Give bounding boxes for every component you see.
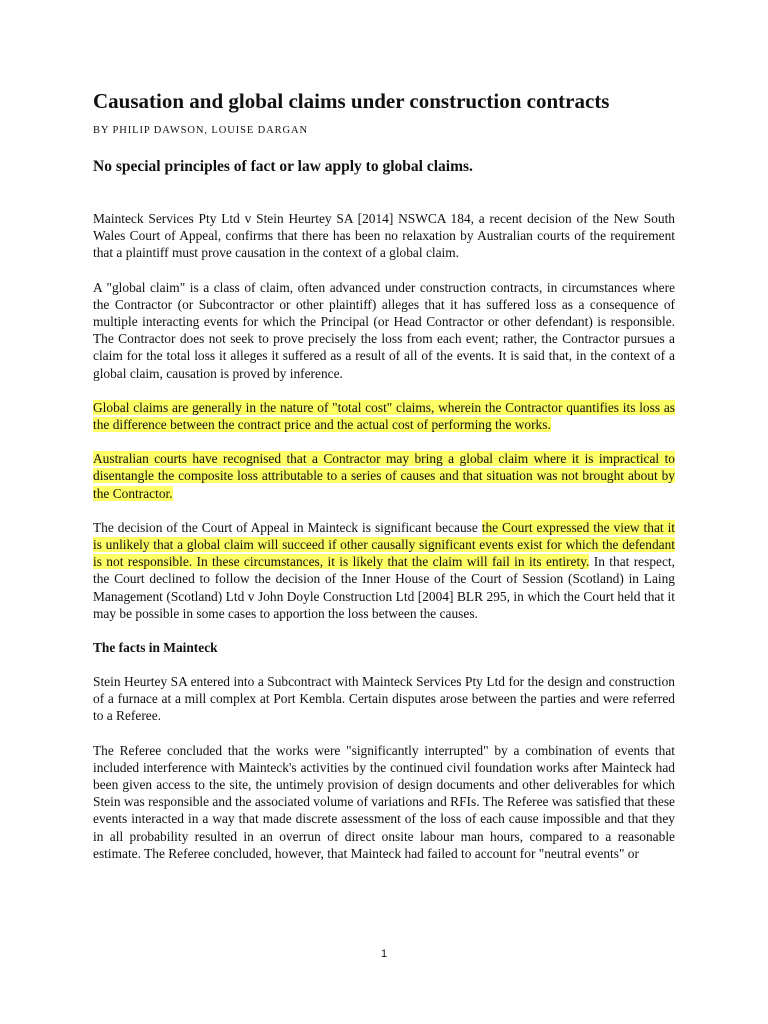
highlighted-text: Global claims are generally in the nature of "total cost" claims, wherein the Contractor quantifies its loss as the difference between the contract price and the actual cost of performing the works. [93, 399, 675, 433]
paragraph-australian-courts [93, 450, 675, 502]
highlighted-text: the Court expressed the view that it is unlikely that a global claim will succeed if other causally significant events exist for which the defendant is not responsible. In these circumstances, it is likely that the claim will fail in its entirety. [93, 519, 676, 570]
paragraph-court-decision [93, 519, 675, 622]
paragraph-total-cost [93, 399, 675, 433]
document-body [93, 88, 675, 862]
paragraph-facts: Stein Heurtey SA entered into a Subcontract with Mainteck Services Pty Ltd for the design and construction of a furnace at a mill complex at Port Kembla. Certain disputes arose between the parties and were referred to a Referee. [93, 674, 675, 724]
paragraph-text: The decision of the Court of Appeal in Mainteck is significant because [93, 519, 482, 535]
author-byline: BY PHILIP DAWSON, LOUISE DARGAN [93, 125, 308, 136]
section-heading: The facts in Mainteck [93, 640, 218, 656]
paragraph-text: In that respect, the Court declined to follow the decision of the Inner House of the Court of Session (Scotland) in Laing Management (Scotland) Ltd v John Doyle Construction Ltd [2004] BLR 295, in which the Court held that it may be possible in some cases to apportion the loss between the causes. [93, 554, 675, 621]
document-title: Causation and global claims under construction contracts [93, 89, 610, 113]
page-number: 1 [380, 948, 388, 960]
highlighted-text: Australian courts have recognised that a Contractor may bring a global claim where it is impractical to disentangle the composite loss attributable to a series of causes and that situation was not brought about by the Contractor. [93, 451, 675, 501]
document-subtitle: No special principles of fact or law apply to global claims. [93, 158, 473, 175]
paragraph-referee: The Referee concluded that the works were "significantly interrupted" by a combination of events that included interference with Mainteck's activities by the continued civil foundation works after Mainteck had been given access to the site, the untimely provision of design documents and other deliverables for which Stein was responsible and the associated volume of variations and RFIs. The Referee was satisfied that these events interacted in a way that made discrete assessment of the loss of each cause impossible and that they in all probability resulted in an overrun of direct onsite labour man hours, compared to a reasonable estimate. The Referee concluded, however, that Mainteck had failed to account for "neutral events" or [93, 742, 675, 861]
paragraph-intro: Mainteck Services Pty Ltd v Stein Heurtey SA [2014] NSWCA 184, a recent decision of the New South Wales Court of Appeal, confirms that there has been no relaxation by Australian courts of the requirement that a plaintiff must prove causation in the context of a global claim. [93, 211, 675, 261]
paragraph-global-claim-definition: A "global claim" is a class of claim, often advanced under construction contracts, in circumstances where the Contractor (or Subcontractor or other plaintiff) alleges that it has suffered loss as a consequence of multiple interacting events for which the Principal (or Head Contractor or other defendant) is responsible. The Contractor does not seek to prove precisely the loss from each event; rather, the Contractor pursues a claim for the total loss it alleges it suffered as a result of all of the events. It is said that, in the context of a global claim, causation is proved by inference. [93, 279, 675, 381]
